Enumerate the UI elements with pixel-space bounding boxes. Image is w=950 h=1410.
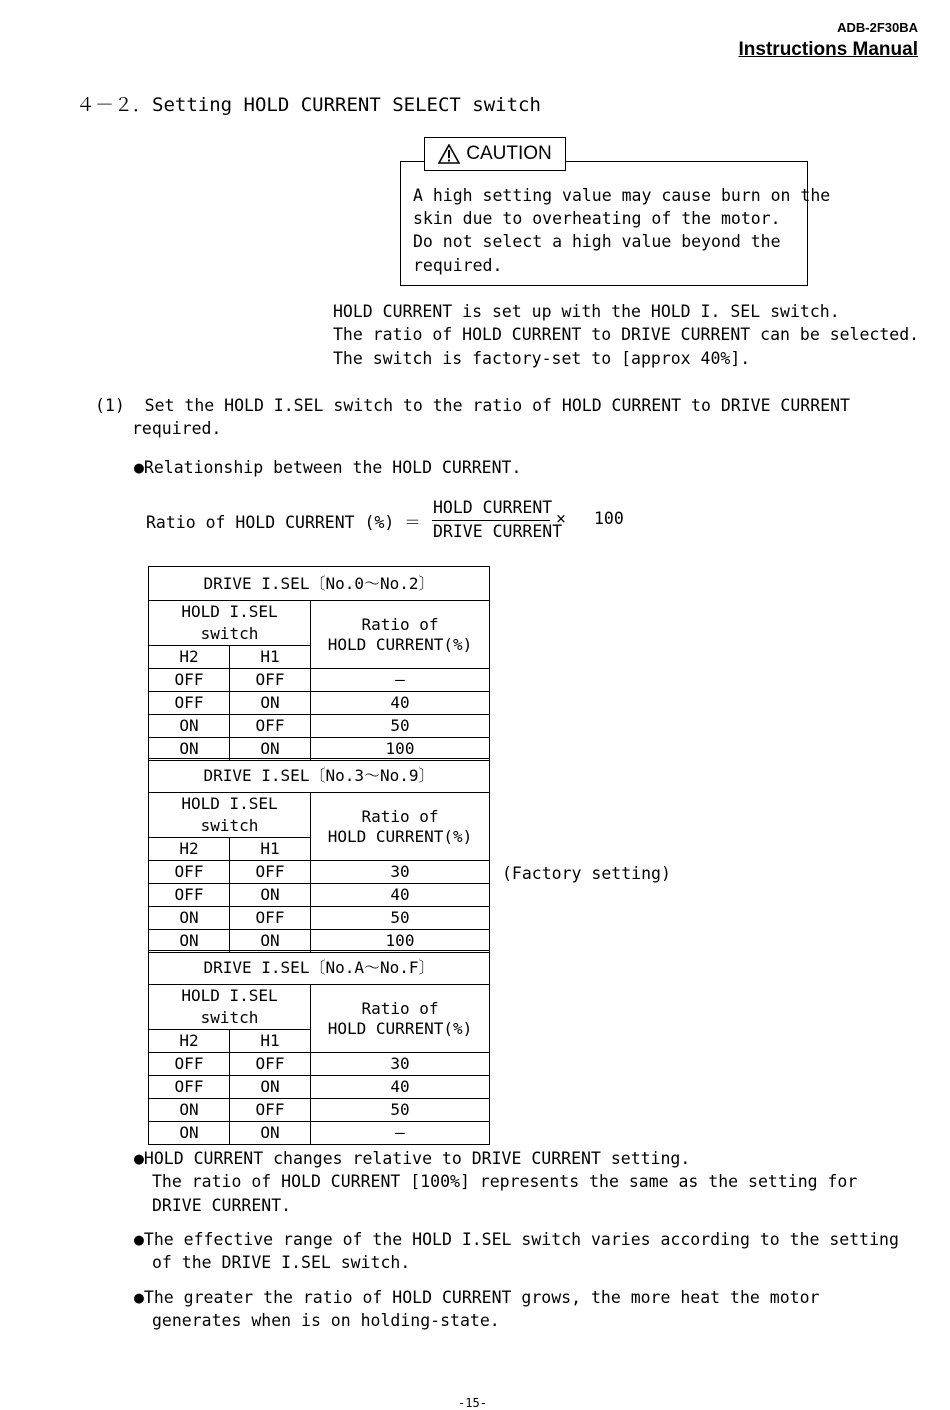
table-title: DRIVE I.SEL〔No.A～No.F〕 <box>149 951 490 985</box>
cell-ratio: 50 <box>311 1099 490 1122</box>
note-3-line: ●The greater the ratio of HOLD CURRENT grows, the more heat the motor <box>134 1288 820 1307</box>
table-row <box>149 1053 490 1076</box>
cell-h1: OFF <box>230 907 311 930</box>
table-title: DRIVE I.SEL〔No.3～No.9〕 <box>149 759 490 793</box>
table-title: DRIVE I.SEL〔No.0～No.2〕 <box>149 567 490 601</box>
cell-h2: OFF <box>149 669 230 692</box>
switch-table-no0-no2 <box>148 566 490 761</box>
cell-ratio: 50 <box>311 715 490 738</box>
ratio-header <box>311 985 490 1053</box>
formula-lhs: Ratio of HOLD CURRENT (%) ＝ <box>146 513 421 532</box>
caution-label <box>424 137 566 171</box>
cell-ratio: 40 <box>311 1076 490 1099</box>
ratio-header-line-2: HOLD CURRENT(%) <box>327 826 473 846</box>
cell-h2: ON <box>149 907 230 930</box>
table-row <box>149 669 490 692</box>
note-1-line: The ratio of HOLD CURRENT [100%] represents the same as the setting for <box>152 1172 858 1191</box>
table-row <box>149 1099 490 1122</box>
cell-ratio: 30 <box>311 861 490 884</box>
col-header-h1: H1 <box>230 838 311 861</box>
col-header-h2: H2 <box>149 838 230 861</box>
switch-header: HOLD I.SEL switch <box>149 601 311 646</box>
cell-h2: ON <box>149 930 230 953</box>
document-title: Instructions Manual <box>738 39 918 60</box>
caution-line: skin due to overheating of the motor. <box>413 209 781 228</box>
cell-h1: ON <box>230 1122 311 1145</box>
cell-ratio: 30 <box>311 1053 490 1076</box>
cell-h1: OFF <box>230 861 311 884</box>
cell-ratio: 40 <box>311 692 490 715</box>
ratio-header <box>311 601 490 669</box>
cell-h2: ON <box>149 715 230 738</box>
ratio-header-line-1: Ratio of <box>361 614 439 634</box>
cell-ratio: 40 <box>311 884 490 907</box>
table-row <box>149 884 490 907</box>
formula-numerator: HOLD CURRENT <box>433 498 553 517</box>
step-1-line: (1) Set the HOLD I.SEL switch to the ratio of HOLD CURRENT to DRIVE CURRENT <box>95 396 850 415</box>
caution-line: required. <box>413 256 503 275</box>
table-row <box>149 861 490 884</box>
cell-h1: OFF <box>230 1099 311 1122</box>
ratio-header-line-1: Ratio of <box>361 806 439 826</box>
fraction-bar <box>432 520 550 521</box>
switch-table-noA-noF <box>148 950 490 1145</box>
cell-h1: OFF <box>230 1053 311 1076</box>
cell-ratio: 100 <box>311 930 490 953</box>
switch-header: HOLD I.SEL switch <box>149 793 311 838</box>
table-row <box>149 1122 490 1145</box>
note-2-line: of the DRIVE I.SEL switch. <box>152 1253 411 1272</box>
col-header-h2: H2 <box>149 1030 230 1053</box>
section-title: ４－２．Setting HOLD CURRENT SELECT switch <box>76 94 541 116</box>
intro-line: The switch is factory-set to [approx 40%]. <box>333 349 751 368</box>
note-1-line: ●HOLD CURRENT changes relative to DRIVE CURRENT setting. <box>134 1149 691 1168</box>
caution-line: A high setting value may cause burn on the <box>413 186 831 205</box>
cell-h1: ON <box>230 1076 311 1099</box>
step-1-line: required. <box>132 419 222 438</box>
cell-ratio: — <box>311 1122 490 1145</box>
caution-text: CAUTION <box>466 143 552 164</box>
table-row <box>149 1076 490 1099</box>
cell-h1: OFF <box>230 715 311 738</box>
formula-multiplier: 100 <box>594 509 624 528</box>
document-code: ADB-2F30BA <box>837 20 918 35</box>
cell-h1: ON <box>230 738 311 761</box>
cell-h1: ON <box>230 884 311 907</box>
col-header-h1: H1 <box>230 646 311 669</box>
cell-h2: ON <box>149 1099 230 1122</box>
formula-denominator: DRIVE CURRENT <box>433 522 563 541</box>
switch-table-no3-no9 <box>148 758 490 953</box>
cell-ratio: 50 <box>311 907 490 930</box>
cell-h1: ON <box>230 692 311 715</box>
cell-h2: OFF <box>149 861 230 884</box>
note-1-line: DRIVE CURRENT. <box>152 1196 292 1215</box>
col-header-h2: H2 <box>149 646 230 669</box>
table-row <box>149 907 490 930</box>
intro-line: The ratio of HOLD CURRENT to DRIVE CURRENT can be selected. <box>333 325 920 344</box>
ratio-header-line-2: HOLD CURRENT(%) <box>327 1018 473 1038</box>
cell-ratio: 100 <box>311 738 490 761</box>
cell-h1: OFF <box>230 669 311 692</box>
col-header-h1: H1 <box>230 1030 311 1053</box>
ratio-header-line-1: Ratio of <box>361 998 439 1018</box>
page-number: -15- <box>458 1396 487 1410</box>
cell-h2: OFF <box>149 692 230 715</box>
cell-h2: OFF <box>149 1053 230 1076</box>
note-3-line: generates when is on holding-state. <box>152 1311 500 1330</box>
table-row <box>149 715 490 738</box>
ratio-header-line-2: HOLD CURRENT(%) <box>327 634 473 654</box>
intro-line: HOLD CURRENT is set up with the HOLD I. SEL switch. <box>333 302 840 321</box>
cell-h1: ON <box>230 930 311 953</box>
cell-h2: OFF <box>149 884 230 907</box>
cell-h2: ON <box>149 738 230 761</box>
table-row <box>149 692 490 715</box>
ratio-header <box>311 793 490 861</box>
warning-triangle-icon <box>438 144 460 164</box>
switch-header: HOLD I.SEL switch <box>149 985 311 1030</box>
caution-line: Do not select a high value beyond the <box>413 232 781 251</box>
note-2-line: ●The effective range of the HOLD I.SEL switch varies according to the setting <box>134 1230 899 1249</box>
factory-setting-note: (Factory setting) <box>502 864 671 883</box>
formula-times: × <box>556 509 566 528</box>
cell-ratio: — <box>311 669 490 692</box>
relationship-heading: ●Relationship between the HOLD CURRENT. <box>134 458 522 477</box>
cell-h2: ON <box>149 1122 230 1145</box>
cell-h2: OFF <box>149 1076 230 1099</box>
